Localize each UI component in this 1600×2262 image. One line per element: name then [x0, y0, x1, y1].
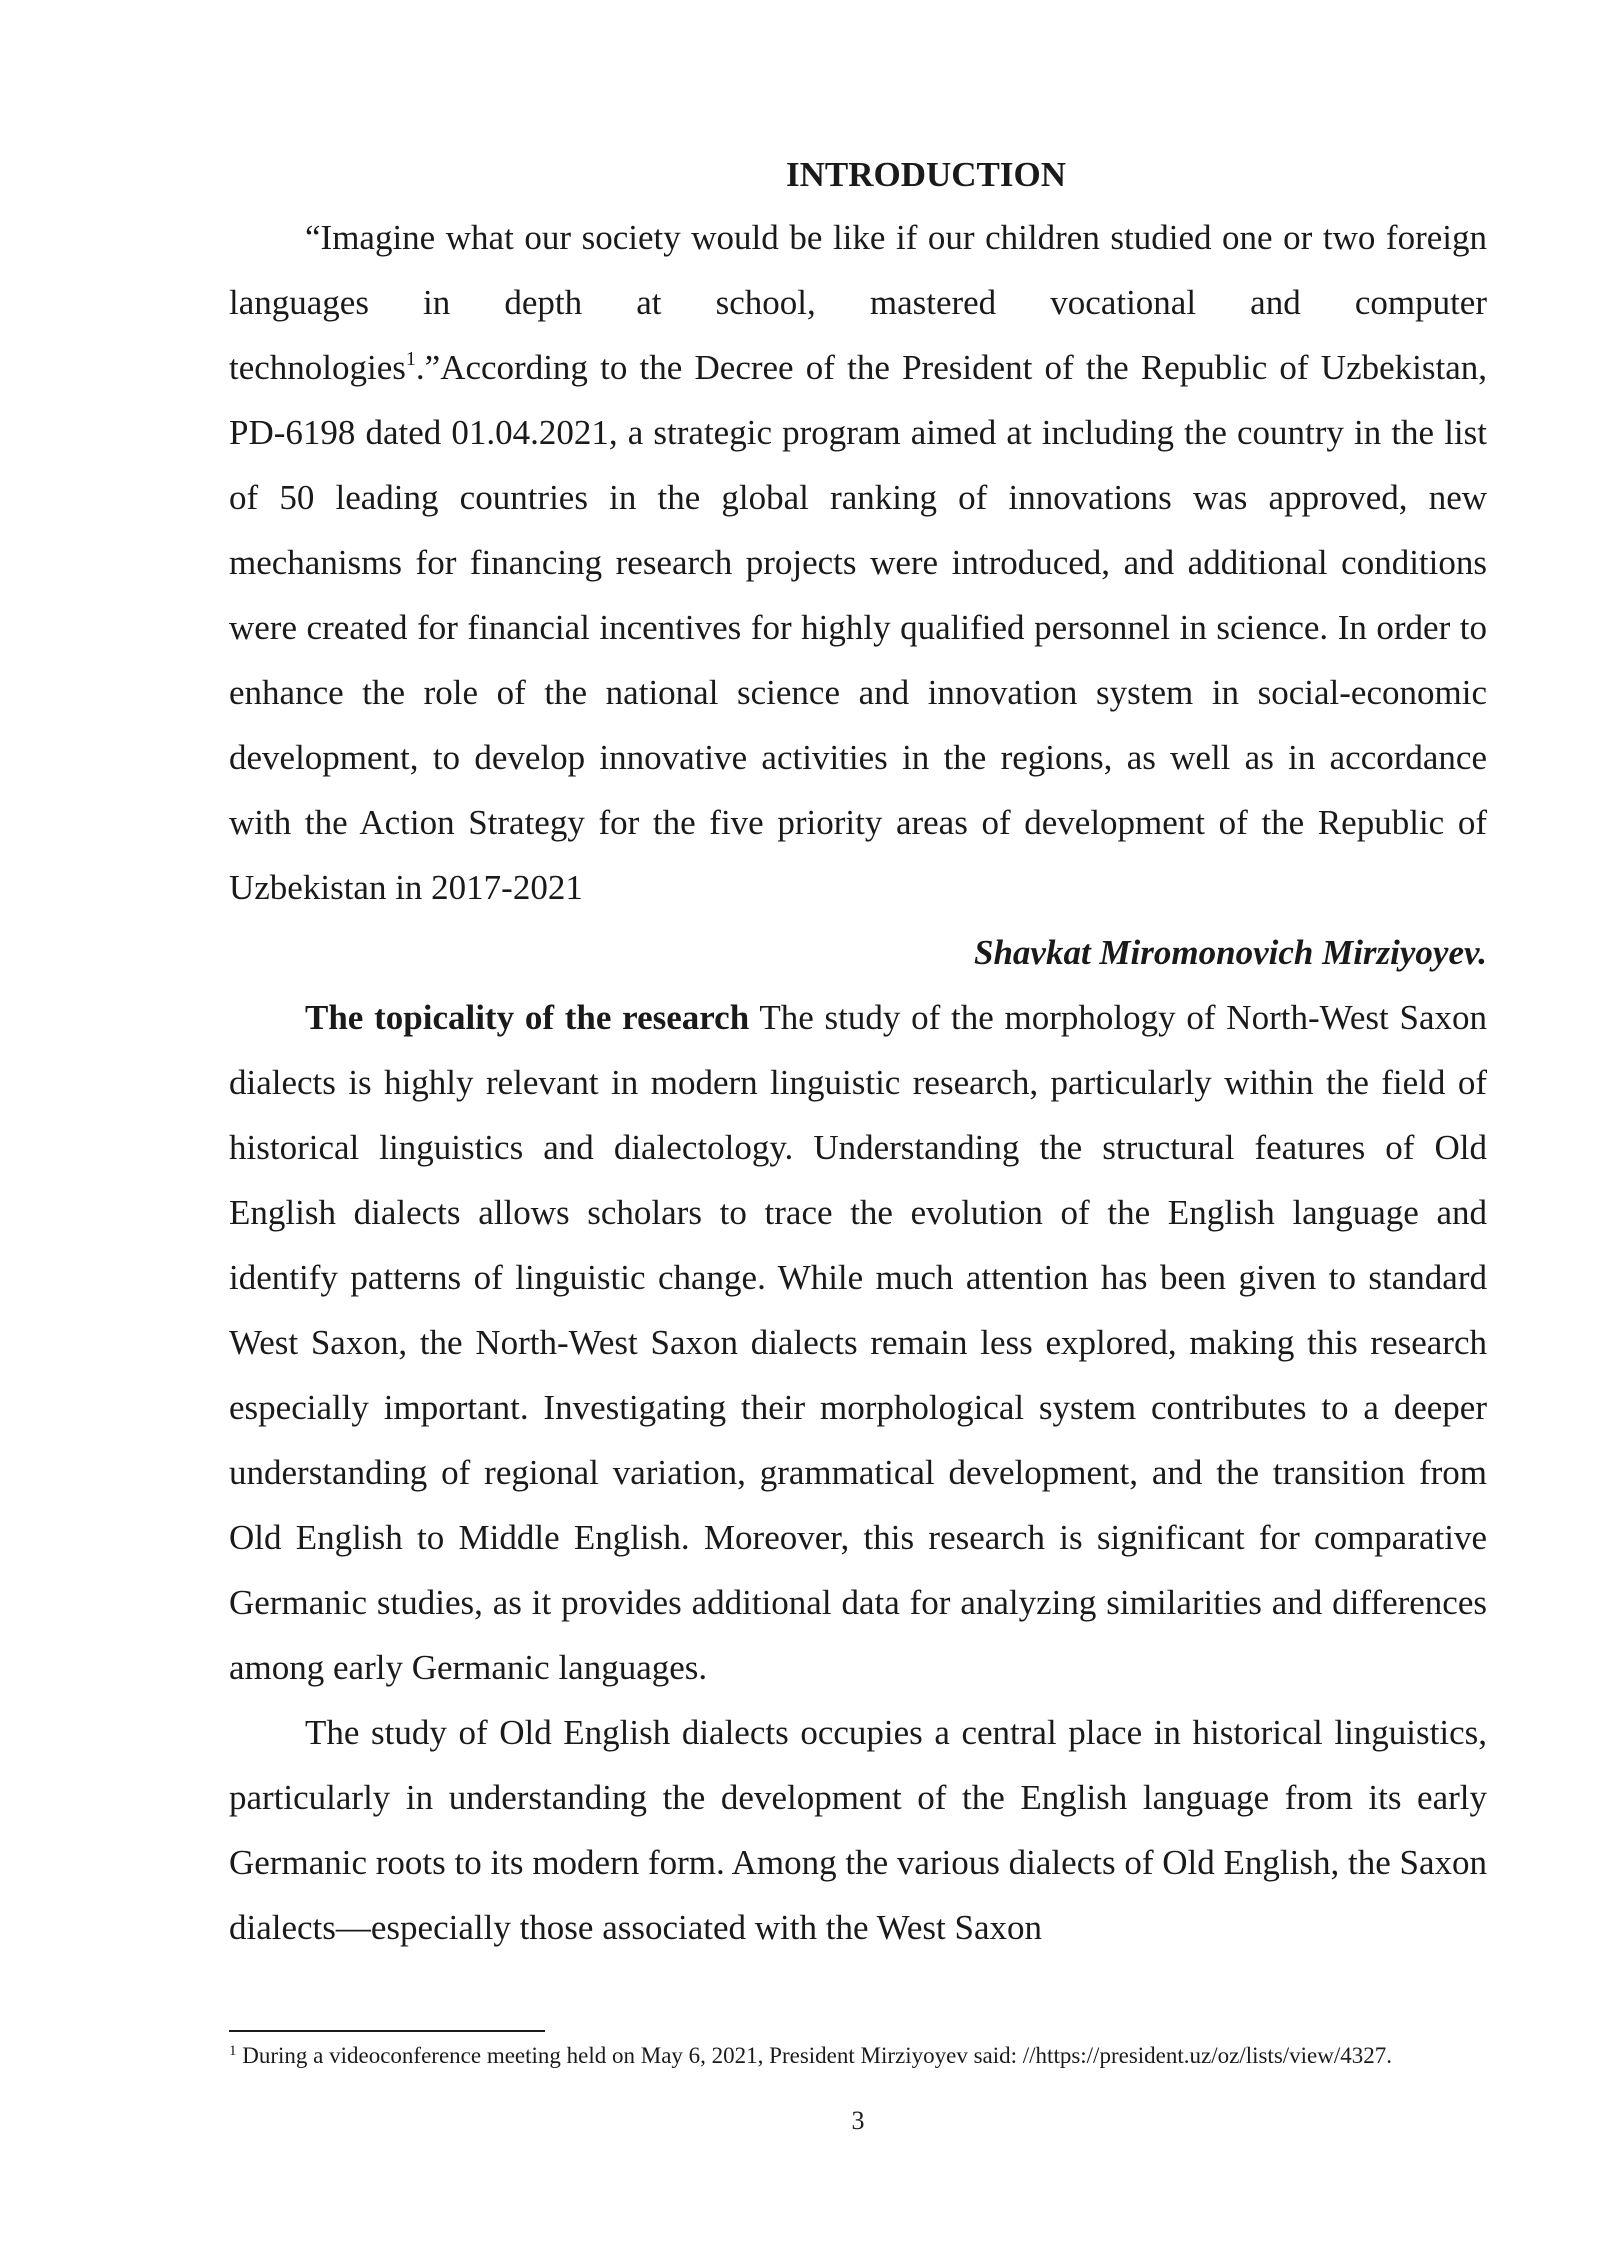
topicality-text: The study of the morphology of North-West Saxon dialects is highly relevant in modern linguistic research, particularly within the field of historical linguistics and dialectology. Understanding the structural features of Old English dialects allows scholars to trace the evolution of the English language and identify patterns of linguistic change. While much attention has been given to standard West Saxon, the North-West Saxon dialects remain less explored, making this research especially important. Investigating their morphological system contributes to a deeper understanding of regional variation, grammatical development, and the transition from Old English to Middle English. Moreover, this research is significant for comparative Germanic studies, as it provides additional data for analyzing similarities and differences among early Germanic languages.	[229, 998, 1487, 1687]
topicality-lead: The topicality of the research	[305, 998, 750, 1037]
footnote-marker: 1	[229, 2043, 237, 2059]
page-number: 3	[851, 2106, 865, 2135]
quote-signature: Shavkat Miromonovich Mirziyoyev.	[973, 933, 1487, 972]
section-heading: INTRODUCTION	[785, 155, 1067, 194]
intro-paragraph	[229, 205, 1487, 920]
footnote-separator	[229, 2030, 545, 2032]
body-text	[229, 205, 1487, 1960]
intro-decree-text: .”According to the Decree of the President of the Republic of Uzbekistan, PD-6198 dated 01.04.2021, a strategic program aimed at including the country in the list of 50 leading countries in the global ranking of innovations was approved, new mechanisms for financing research projects were introduced, and additional conditions were created for financial incentives for highly qualified personnel in science. In order to enhance the role of the national science and innovation system in social-economic development, to develop innovative activities in the regions, as well as in accordance with the Action Strategy for the five priority areas of development of the Republic of Uzbekistan in 2017-2021	[229, 348, 1487, 907]
intro-quote-text: “Imagine what our society would be like if our children studied one or two foreign languages in depth at school, mastered vocational and computer technologies	[229, 218, 1487, 387]
topicality-paragraph	[229, 985, 1487, 1700]
footnote-reference[interactable]: 1	[405, 348, 416, 370]
dialects-paragraph: The study of Old English dialects occupies a central place in historical linguistics, particularly in understanding the development of the English language from its early Germanic roots to its modern form. Among the various dialects of Old English, the Saxon dialects—especially those associated with the West Saxon	[229, 1713, 1487, 1947]
footnote-text: During a videoconference meeting held on May 6, 2021, President Mirziyoyev said: //https://president.uz/oz/lists/view/4327.	[236, 2043, 1393, 2068]
footnote	[229, 2040, 1487, 2072]
